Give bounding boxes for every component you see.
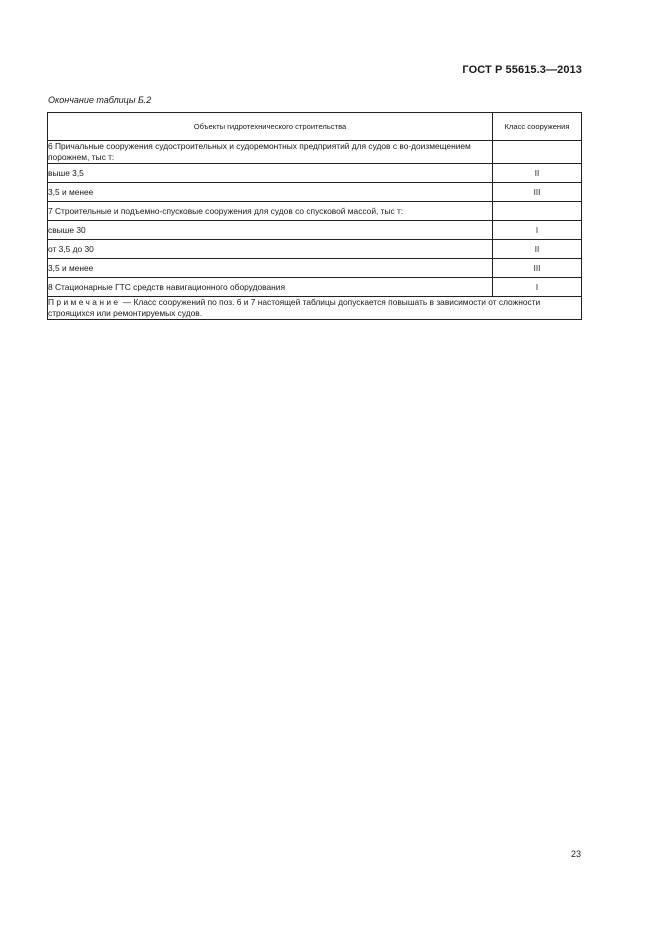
table-row xyxy=(48,221,582,240)
row-class-cell: I xyxy=(493,221,582,240)
row-class-cell xyxy=(493,202,582,221)
row-objects-cell: выше 3,5 xyxy=(48,164,493,183)
table-row xyxy=(48,141,582,164)
row-class-cell: II xyxy=(493,240,582,259)
table-row xyxy=(48,259,582,278)
row-objects-cell: свыше 30 xyxy=(48,221,493,240)
row-class-cell: III xyxy=(493,183,582,202)
row-class-cell xyxy=(493,141,582,164)
classification-table xyxy=(47,112,582,320)
table-row xyxy=(48,240,582,259)
row-objects-cell: 8 Стационарные ГТС средств навигационного оборудования xyxy=(48,278,493,297)
row-objects-cell: 3,5 и менее xyxy=(48,259,493,278)
row-objects-cell: 7 Строительные и подъемно-спусковые сооружения для судов со спусковой массой, тыс т: xyxy=(48,202,493,221)
table-row xyxy=(48,202,582,221)
row-class-cell: II xyxy=(493,164,582,183)
row-objects-cell: от 3,5 до 30 xyxy=(48,240,493,259)
table-row xyxy=(48,278,582,297)
document-code: ГОСТ Р 55615.3—2013 xyxy=(462,64,582,76)
table-row xyxy=(48,164,582,183)
table-header-row xyxy=(48,113,582,141)
page-number: 23 xyxy=(571,849,582,859)
row-objects-cell: 6 Причальные сооружения судостроительных и судоремонтных предприятий для судов с во-доизмещением порожнем, тыс т: xyxy=(48,141,493,164)
table-caption: Окончание таблицы Б.2 xyxy=(48,95,152,105)
row-objects-cell: 3,5 и менее xyxy=(48,183,493,202)
table-row xyxy=(48,183,582,202)
column-header-class: Класс сооружения xyxy=(493,113,582,141)
note-text: — Класс сооружений по поз. 6 и 7 настоящей таблицы допускается повышать в зависимости от сложности строящихся или ремонтируемых судов. xyxy=(48,297,541,318)
row-class-cell: I xyxy=(493,278,582,297)
column-header-objects: Объекты гидротехнического строительства xyxy=(48,113,493,141)
row-class-cell: III xyxy=(493,259,582,278)
note-label: Примечание xyxy=(48,297,121,307)
table-note xyxy=(48,297,582,320)
table-note-row xyxy=(48,297,582,320)
